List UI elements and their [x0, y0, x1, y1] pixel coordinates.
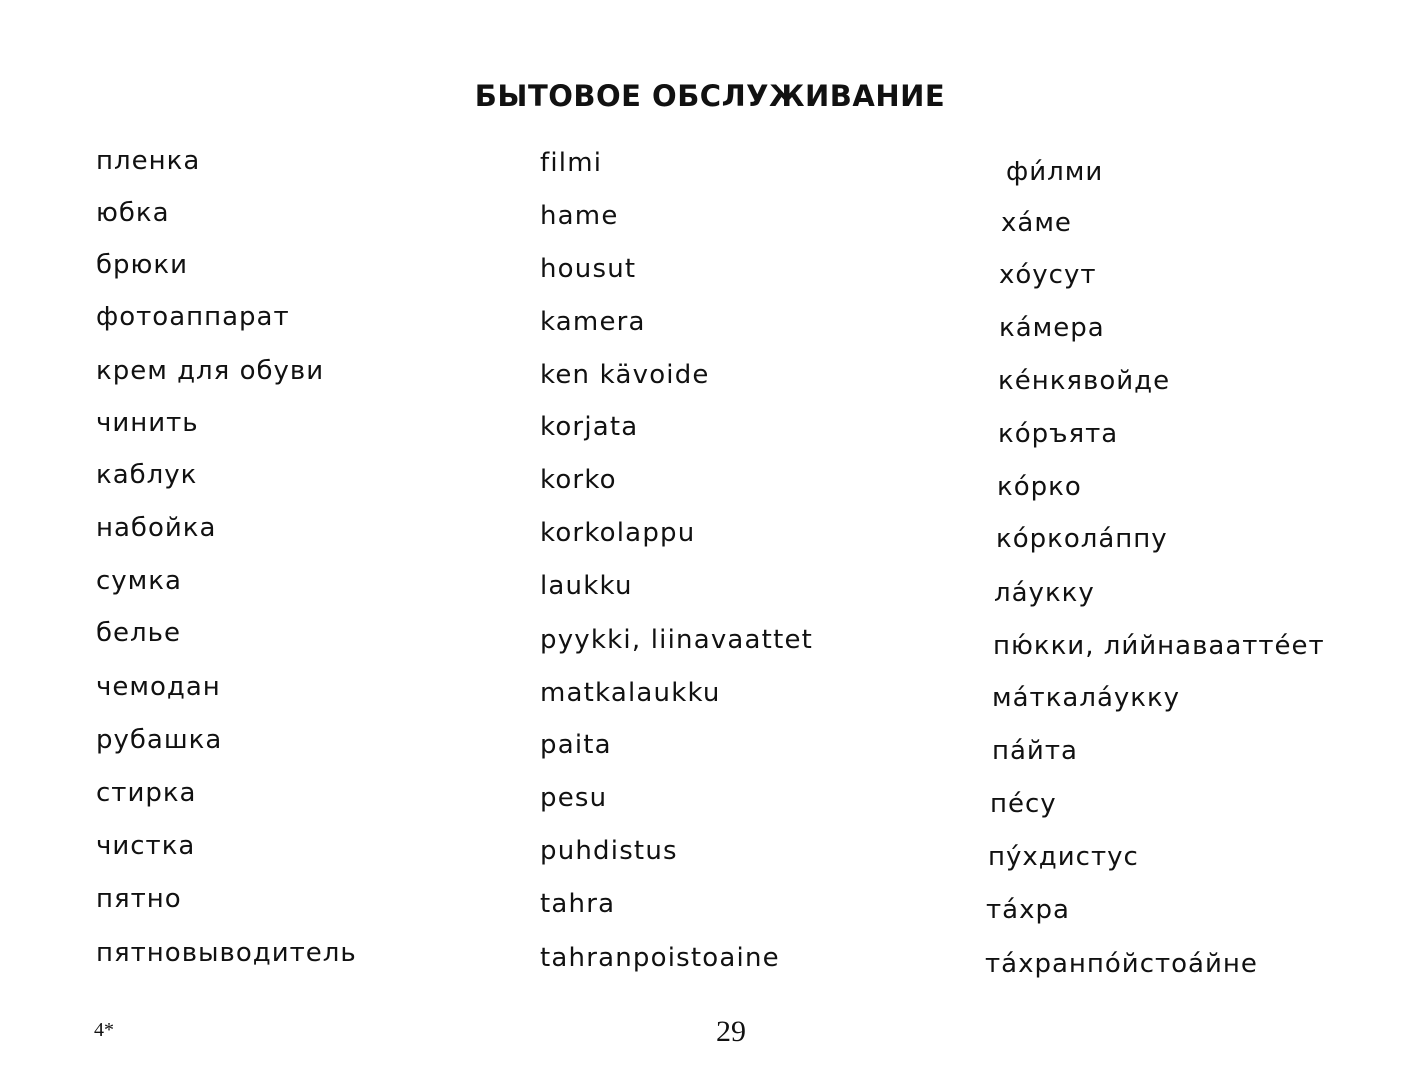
finnish-word: filmi	[540, 148, 603, 178]
transcription-word: ха́ме	[1001, 208, 1072, 238]
transcription-word: па́йта	[992, 736, 1078, 766]
finnish-word: pyykki, liinavaattet	[540, 625, 814, 655]
finnish-word: housut	[540, 254, 637, 284]
russian-word: рубашка	[96, 725, 223, 755]
page-title: БЫТОВОЕ ОБСЛУЖИВАНИЕ	[474, 79, 946, 113]
signature-mark: 4*	[94, 1019, 114, 1041]
finnish-word: puhdistus	[540, 836, 678, 866]
russian-word: каблук	[96, 460, 198, 490]
finnish-word: laukku	[540, 571, 633, 601]
russian-word: сумка	[96, 566, 182, 596]
finnish-word: paita	[540, 730, 612, 760]
russian-word: пятно	[96, 884, 182, 914]
russian-word: белье	[96, 618, 181, 648]
russian-word: юбка	[96, 198, 170, 228]
transcription-word: ка́мера	[999, 313, 1105, 343]
russian-word: чемодан	[96, 672, 221, 702]
russian-word: пятновыводитель	[96, 938, 357, 968]
finnish-word: korjata	[540, 412, 639, 442]
transcription-column	[985, 0, 1408, 1070]
finnish-word: tahra	[540, 889, 616, 919]
transcription-word: пу́хдистус	[988, 842, 1139, 872]
finnish-word: hame	[540, 201, 619, 231]
finnish-word: korkolappu	[540, 518, 696, 548]
russian-column	[96, 0, 516, 1070]
russian-word: брюки	[96, 250, 189, 280]
transcription-word: ко́ркола́ппу	[996, 524, 1168, 554]
transcription-word: та́хра	[986, 895, 1070, 925]
russian-word: фотоаппарат	[96, 302, 290, 332]
transcription-word: ко́рко	[997, 472, 1082, 502]
finnish-word: matkalaukku	[540, 678, 721, 708]
russian-word: набойка	[96, 513, 217, 543]
finnish-word: korko	[540, 465, 617, 495]
finnish-word: pesu	[540, 783, 608, 813]
transcription-word: та́хранпо́йстоа́йне	[985, 949, 1258, 979]
transcription-word: хо́усут	[999, 260, 1097, 290]
transcription-word: пе́су	[990, 789, 1057, 819]
finnish-word: tahranpoistoaine	[540, 943, 780, 973]
russian-word: стирка	[96, 778, 197, 808]
finnish-word: ken kävoide	[540, 360, 710, 390]
finnish-column	[540, 0, 960, 1070]
finnish-word: kamera	[540, 307, 646, 337]
russian-word: пленка	[96, 146, 201, 176]
transcription-word: ла́укку	[994, 578, 1095, 608]
transcription-word: пю́кки, ли́йнаваатте́ет	[993, 631, 1325, 661]
transcription-word: ма́ткала́укку	[992, 683, 1181, 713]
page-number: 29	[716, 1015, 746, 1048]
russian-word: чинить	[96, 408, 199, 438]
transcription-word: ко́ръята	[998, 419, 1119, 449]
russian-word: крем для обуви	[96, 356, 325, 386]
transcription-word: фи́лми	[1006, 157, 1104, 187]
transcription-word: ке́нкявойде	[998, 366, 1171, 396]
russian-word: чистка	[96, 831, 196, 861]
